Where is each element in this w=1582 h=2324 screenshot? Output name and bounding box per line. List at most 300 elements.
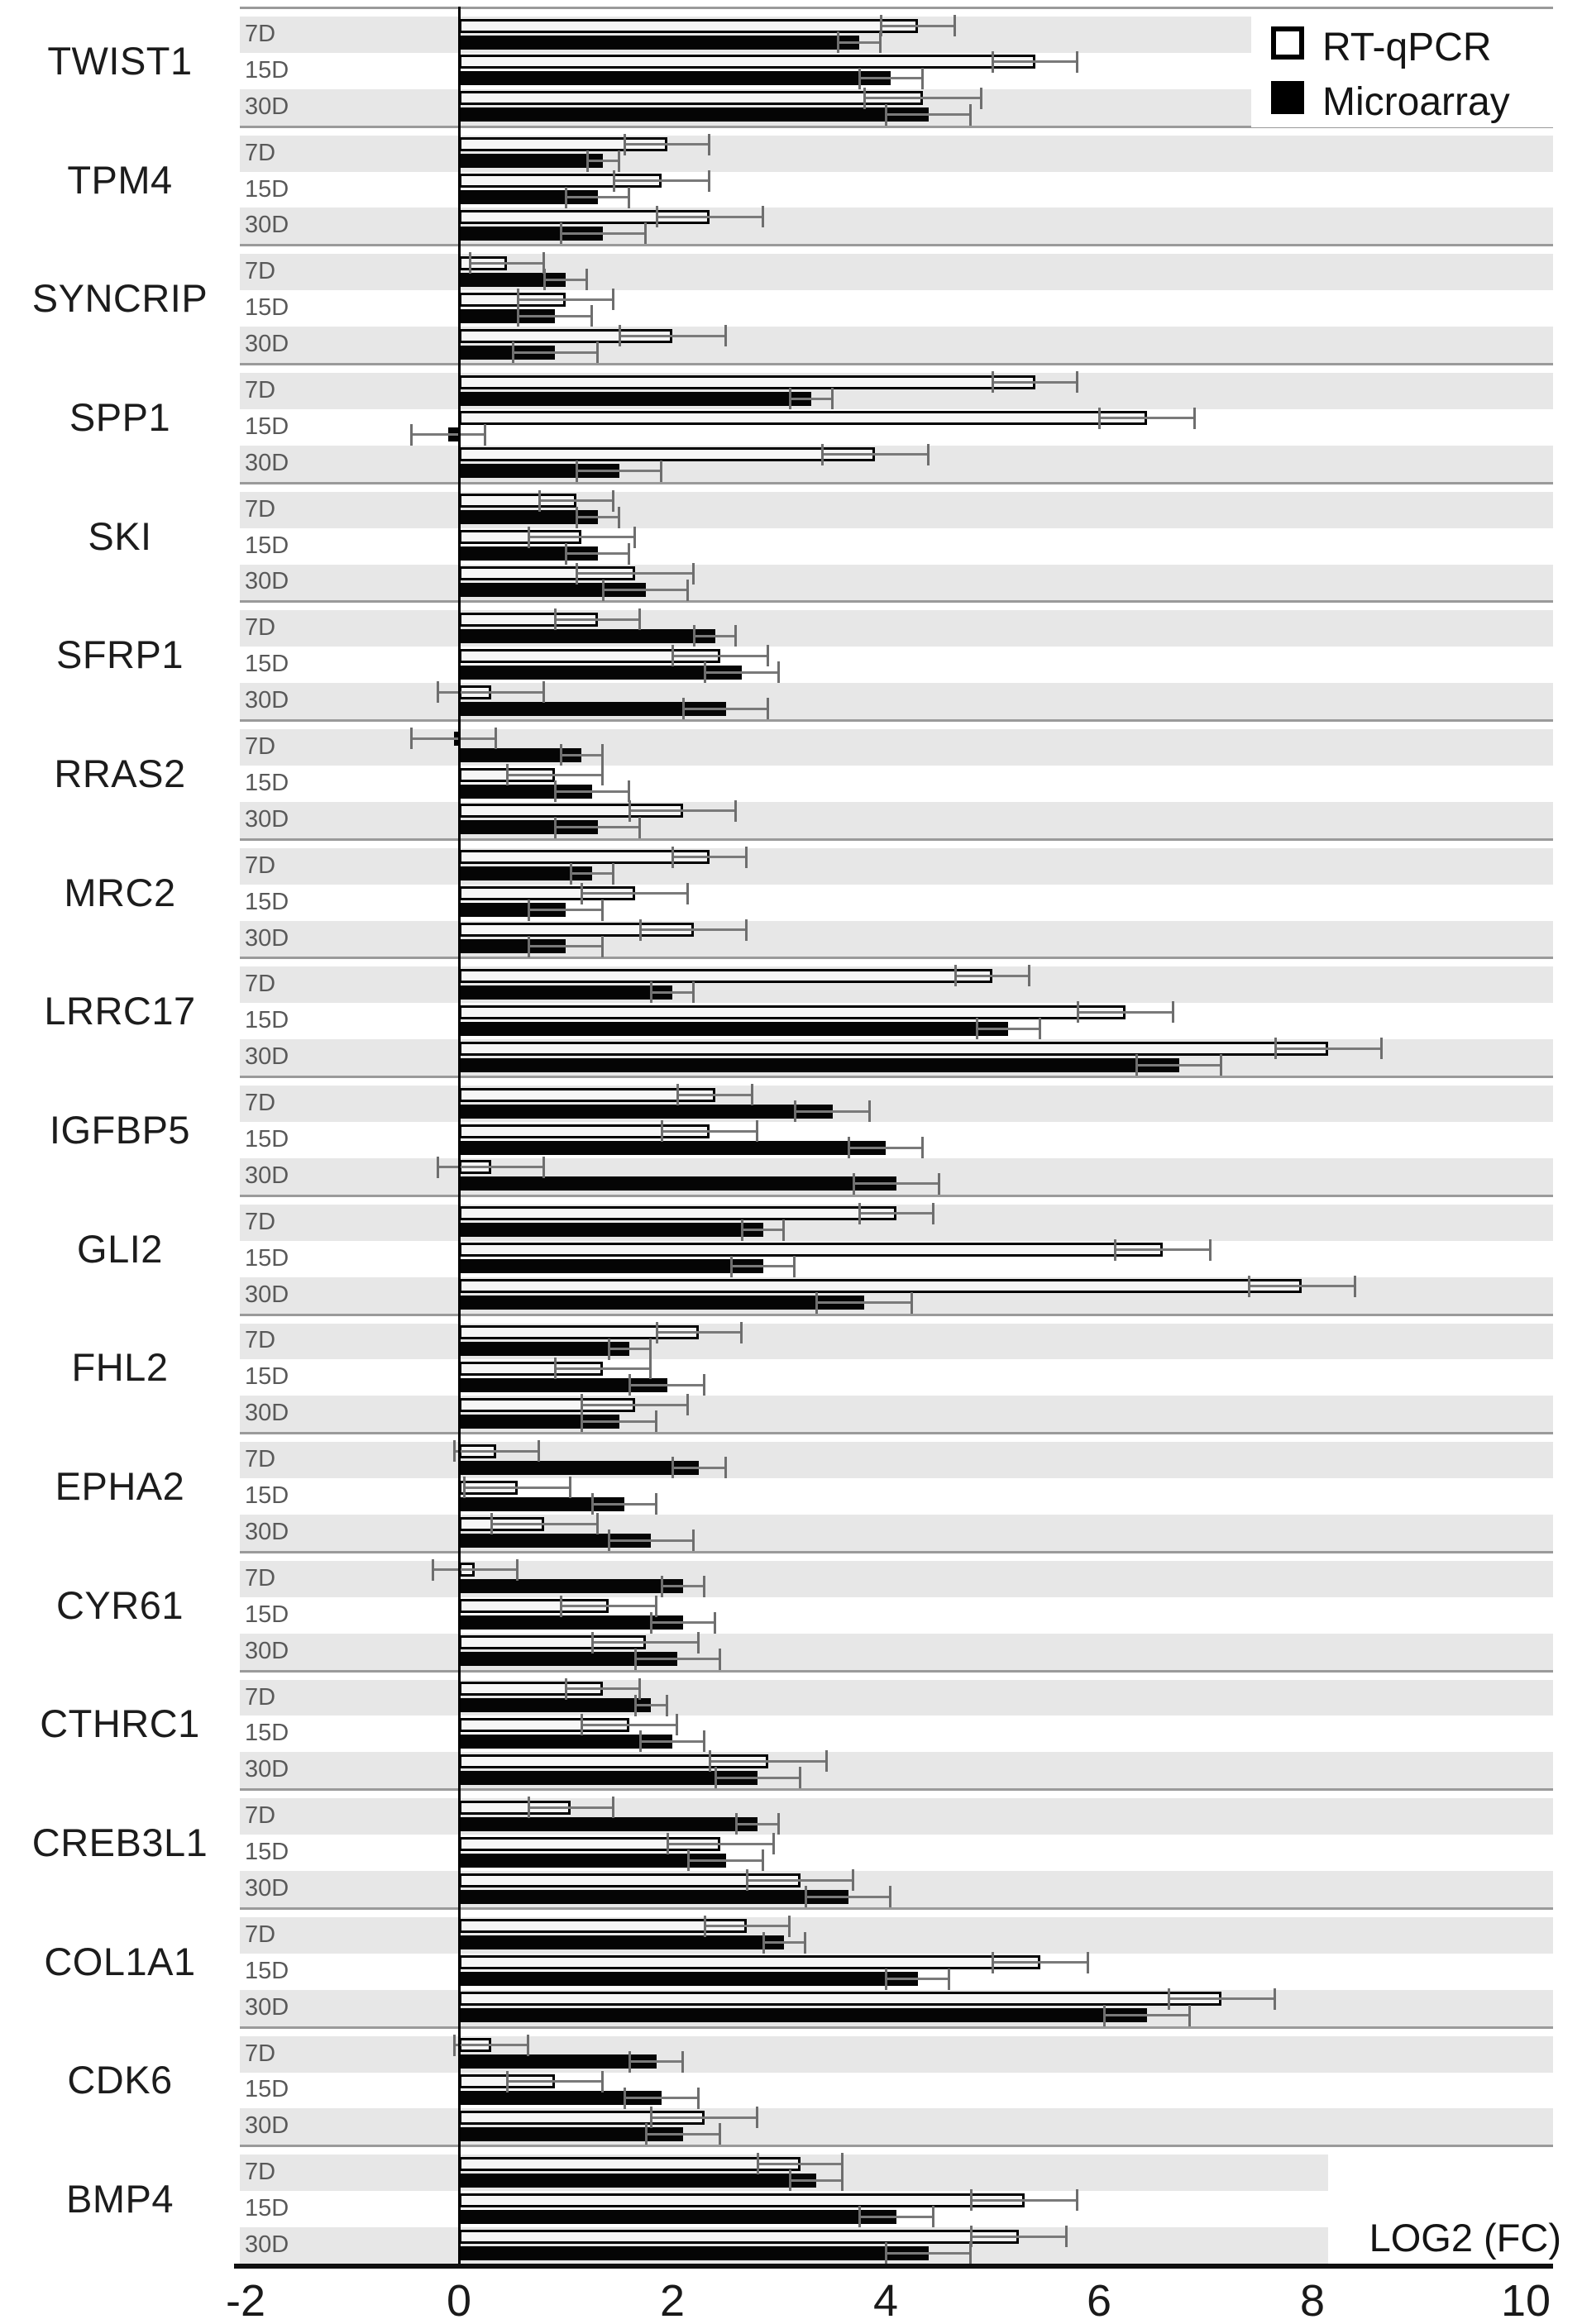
error-bar-cap bbox=[992, 371, 994, 393]
timepoint-label: 15D bbox=[245, 532, 289, 559]
timepoint-label: 7D bbox=[245, 971, 276, 998]
error-bar-cap bbox=[1087, 1952, 1089, 1973]
error-bar-cap bbox=[831, 388, 834, 409]
error-bar bbox=[587, 160, 619, 162]
x-tick-label: 8 bbox=[1299, 2276, 1326, 2324]
error-bar-cap bbox=[628, 800, 631, 822]
timepoint-label: 15D bbox=[245, 1839, 289, 1866]
x-tick-label: 10 bbox=[1500, 2276, 1551, 2324]
error-bar-cap bbox=[634, 1695, 637, 1716]
timepoint-label: 30D bbox=[245, 1756, 289, 1783]
timepoint-label: 7D bbox=[245, 1446, 276, 1473]
gene-label-epha2: EPHA2 bbox=[55, 1464, 185, 1509]
error-bar bbox=[694, 635, 737, 637]
timepoint-label: 7D bbox=[245, 20, 276, 47]
error-bar-cap bbox=[789, 388, 791, 409]
error-bar-cap bbox=[619, 325, 621, 346]
error-bar-cap bbox=[848, 1137, 850, 1158]
timepoint-label: 15D bbox=[245, 1601, 289, 1628]
error-bar bbox=[640, 1740, 704, 1743]
bar-microarray bbox=[459, 2210, 896, 2224]
error-bar bbox=[646, 2133, 720, 2136]
gene-section-divider bbox=[240, 1907, 1553, 1917]
error-bar-cap bbox=[1168, 1988, 1170, 2010]
gene-label-sfrp1: SFRP1 bbox=[56, 632, 184, 677]
error-bar-cap bbox=[612, 863, 614, 885]
rtqpcr-open-square-icon bbox=[1271, 26, 1304, 60]
error-bar-cap bbox=[528, 1797, 530, 1818]
error-bar bbox=[581, 1404, 688, 1406]
error-bar-cap bbox=[762, 1849, 764, 1871]
error-bar-cap bbox=[703, 1730, 705, 1752]
error-bar-cap bbox=[825, 1750, 828, 1772]
error-bar bbox=[822, 453, 929, 456]
timepoint-label: 30D bbox=[245, 2112, 289, 2140]
error-bar-cap bbox=[719, 2123, 721, 2145]
gene-label-fhl2: FHL2 bbox=[71, 1345, 169, 1390]
timepoint-label: 7D bbox=[245, 1802, 276, 1830]
error-bar bbox=[507, 774, 603, 776]
timepoint-label: 15D bbox=[245, 1482, 289, 1510]
timepoint-row bbox=[240, 1478, 1553, 1515]
error-bar-cap bbox=[628, 187, 630, 208]
error-bar-cap bbox=[853, 1173, 855, 1195]
x-tick-label: -2 bbox=[225, 2276, 265, 2324]
bar-microarray bbox=[459, 1058, 1179, 1072]
timepoint-row bbox=[240, 1871, 1553, 1907]
error-bar-cap bbox=[948, 1968, 950, 1990]
error-bar-cap bbox=[885, 2242, 887, 2264]
error-bar-cap bbox=[1103, 2005, 1106, 2026]
error-bar-cap bbox=[624, 134, 626, 155]
error-bar-cap bbox=[569, 1477, 571, 1498]
error-bar-cap bbox=[612, 289, 614, 310]
error-bar-cap bbox=[506, 764, 509, 785]
bar-microarray bbox=[459, 1972, 918, 1986]
error-bar bbox=[683, 708, 768, 710]
bar-microarray bbox=[459, 1296, 864, 1310]
timepoint-label: 30D bbox=[245, 1637, 289, 1664]
error-bar-cap bbox=[527, 2035, 529, 2056]
error-bar-cap bbox=[612, 490, 614, 512]
bar-rtqpcr bbox=[459, 55, 1035, 69]
error-bar-cap bbox=[543, 269, 546, 290]
timepoint-label: 30D bbox=[245, 1043, 289, 1071]
error-bar bbox=[544, 279, 587, 281]
legend-label-rtqpcr: RT-qPCR bbox=[1322, 26, 1492, 69]
error-bar bbox=[561, 232, 646, 235]
bar-rtqpcr bbox=[459, 1279, 1302, 1293]
error-bar-cap bbox=[667, 1833, 669, 1854]
timepoint-label: 15D bbox=[245, 294, 289, 322]
error-bar-cap bbox=[586, 150, 589, 172]
bar-microarray bbox=[459, 1817, 758, 1831]
error-bar-cap bbox=[714, 1612, 716, 1634]
error-bar-cap bbox=[788, 1916, 791, 1937]
error-bar bbox=[859, 1212, 934, 1214]
error-bar-cap bbox=[676, 1084, 679, 1105]
error-bar-cap bbox=[970, 2189, 973, 2211]
gene-label-twist1: TWIST1 bbox=[47, 38, 193, 83]
timepoint-row bbox=[240, 2036, 1553, 2073]
bar-rtqpcr bbox=[459, 969, 992, 983]
error-bar-cap bbox=[927, 444, 930, 465]
bar-microarray bbox=[459, 1342, 629, 1356]
error-bar-cap bbox=[495, 728, 497, 749]
error-bar-cap bbox=[697, 1632, 700, 1654]
timepoint-row bbox=[240, 2108, 1553, 2145]
timepoint-label: 7D bbox=[245, 1921, 276, 1948]
error-bar-cap bbox=[590, 305, 593, 327]
error-bar-cap bbox=[1188, 2005, 1191, 2026]
error-bar bbox=[1136, 1064, 1221, 1067]
error-bar bbox=[971, 2236, 1067, 2238]
error-bar-cap bbox=[634, 1649, 637, 1670]
bar-microarray bbox=[459, 2008, 1147, 2022]
timepoint-label: 15D bbox=[245, 1363, 289, 1391]
gene-label-tpm4: TPM4 bbox=[67, 157, 173, 202]
error-bar bbox=[640, 928, 747, 931]
error-bar-cap bbox=[686, 1394, 689, 1415]
error-bar-cap bbox=[633, 527, 636, 548]
bar-microarray bbox=[459, 1176, 896, 1191]
timepoint-label: 15D bbox=[245, 1007, 289, 1034]
x-tick-label: 2 bbox=[659, 2276, 686, 2324]
timepoint-label: 15D bbox=[245, 1957, 289, 1984]
error-bar-cap bbox=[879, 31, 882, 53]
error-bar bbox=[571, 872, 614, 875]
error-bar-cap bbox=[591, 1493, 594, 1515]
gene-section-divider bbox=[240, 1432, 1553, 1442]
bar-microarray bbox=[459, 1698, 651, 1712]
error-bar-cap bbox=[1076, 371, 1078, 393]
error-bar bbox=[1275, 1047, 1382, 1050]
bar-microarray bbox=[459, 2246, 929, 2260]
error-bar bbox=[848, 1147, 923, 1149]
timepoint-label: 15D bbox=[245, 1720, 289, 1747]
timepoint-row bbox=[240, 729, 1553, 766]
gene-label-mrc2: MRC2 bbox=[64, 870, 176, 914]
error-bar bbox=[566, 1687, 640, 1690]
error-bar-cap bbox=[1274, 1988, 1276, 2010]
timepoint-row bbox=[240, 1359, 1553, 1396]
gene-label-cthrc1: CTHRC1 bbox=[40, 1701, 200, 1746]
bar-microarray bbox=[459, 71, 891, 85]
error-bar bbox=[528, 1806, 614, 1809]
error-bar-cap bbox=[789, 2169, 791, 2191]
error-bar bbox=[507, 2080, 603, 2083]
error-bar-cap bbox=[469, 252, 471, 274]
error-bar bbox=[555, 826, 640, 828]
timepoint-label: 7D bbox=[245, 2159, 276, 2186]
error-bar bbox=[411, 737, 496, 740]
error-bar bbox=[715, 1777, 801, 1779]
error-bar bbox=[566, 196, 629, 198]
error-bar-cap bbox=[745, 847, 748, 868]
timepoint-label: 7D bbox=[245, 1683, 276, 1711]
error-bar-cap bbox=[601, 744, 604, 766]
error-bar-cap bbox=[777, 661, 780, 683]
error-bar-cap bbox=[772, 1833, 775, 1854]
error-bar bbox=[576, 470, 662, 472]
error-bar bbox=[576, 516, 619, 518]
error-bar bbox=[603, 589, 688, 591]
error-bar bbox=[561, 1605, 657, 1607]
gene-section-divider bbox=[240, 482, 1553, 492]
error-bar-cap bbox=[692, 981, 695, 1003]
bar-microarray bbox=[459, 985, 672, 1000]
error-bar-cap bbox=[506, 2071, 509, 2093]
error-bar-cap bbox=[676, 1714, 678, 1735]
error-bar bbox=[629, 1384, 704, 1386]
timepoint-label: 15D bbox=[245, 888, 289, 915]
timepoint-label: 15D bbox=[245, 651, 289, 678]
error-bar-cap bbox=[432, 1559, 434, 1581]
bar-rtqpcr bbox=[459, 2157, 801, 2171]
error-bar bbox=[555, 790, 629, 793]
error-bar-cap bbox=[585, 269, 588, 290]
error-bar bbox=[433, 1568, 518, 1571]
timepoint-label: 15D bbox=[245, 769, 289, 796]
error-bar-cap bbox=[692, 1529, 695, 1551]
gene-label-ski: SKI bbox=[88, 513, 152, 558]
timepoint-label: 7D bbox=[245, 1327, 276, 1354]
bar-rtqpcr bbox=[459, 375, 1035, 389]
timepoint-label: 7D bbox=[245, 258, 276, 285]
error-bar-cap bbox=[581, 883, 583, 904]
bar-microarray bbox=[459, 1461, 699, 1475]
timepoint-row bbox=[240, 610, 1553, 647]
error-bar bbox=[731, 1265, 795, 1267]
error-bar-cap bbox=[805, 1886, 807, 1907]
error-bar-cap bbox=[1077, 1001, 1079, 1023]
timepoint-row bbox=[240, 208, 1553, 244]
error-bar-cap bbox=[554, 608, 557, 630]
zero-axis-line bbox=[458, 7, 461, 2264]
timepoint-label: 7D bbox=[245, 1208, 276, 1235]
error-bar-cap bbox=[1098, 408, 1101, 429]
bar-rtqpcr bbox=[459, 1243, 1163, 1257]
bar-rtqpcr bbox=[459, 1206, 896, 1220]
timepoint-row bbox=[240, 1917, 1553, 1954]
error-bar bbox=[971, 2199, 1078, 2202]
bar-microarray bbox=[459, 666, 742, 680]
bar-rtqpcr bbox=[459, 411, 1147, 425]
error-bar-cap bbox=[656, 1322, 658, 1343]
error-bar-cap bbox=[932, 2206, 934, 2227]
gene-label-spp1: SPP1 bbox=[69, 394, 171, 439]
bar-microarray bbox=[459, 2054, 657, 2069]
error-bar-cap bbox=[624, 2088, 626, 2109]
error-bar bbox=[609, 1348, 652, 1350]
bar-microarray bbox=[459, 1105, 833, 1119]
error-bar-cap bbox=[437, 1157, 439, 1178]
error-bar-cap bbox=[1065, 2226, 1068, 2247]
error-bar bbox=[437, 1166, 544, 1168]
error-bar-cap bbox=[841, 2169, 844, 2191]
x-tick-label: 6 bbox=[1086, 2276, 1112, 2324]
bar-microarray bbox=[459, 1579, 683, 1593]
timepoint-label: 7D bbox=[245, 614, 276, 642]
error-bar-cap bbox=[741, 1219, 743, 1241]
timepoint-row bbox=[240, 802, 1553, 838]
error-bar bbox=[651, 2116, 758, 2119]
error-bar bbox=[651, 991, 694, 994]
error-bar-cap bbox=[954, 965, 957, 986]
timepoint-row bbox=[240, 921, 1553, 957]
error-bar-cap bbox=[756, 2107, 758, 2128]
error-bar bbox=[624, 2097, 699, 2099]
error-bar-cap bbox=[858, 68, 861, 89]
gene-label-cyr61: CYR61 bbox=[55, 1582, 184, 1627]
timepoint-label: 15D bbox=[245, 2076, 289, 2103]
error-bar-cap bbox=[730, 1256, 733, 1277]
error-bar-cap bbox=[1039, 1018, 1041, 1039]
error-bar-cap bbox=[666, 1695, 668, 1716]
error-bar bbox=[747, 1879, 853, 1882]
error-bar-cap bbox=[976, 1018, 978, 1039]
error-bar bbox=[859, 2216, 934, 2218]
error-bar-cap bbox=[724, 325, 727, 346]
bar-rtqpcr bbox=[459, 19, 918, 33]
error-bar-cap bbox=[453, 2035, 456, 2056]
gene-label-igfbp5: IGFBP5 bbox=[49, 1108, 191, 1152]
error-bar-cap bbox=[852, 1869, 854, 1891]
error-bar bbox=[566, 552, 629, 555]
bar-microarray bbox=[459, 629, 715, 643]
timepoint-row bbox=[240, 1515, 1553, 1551]
error-bar-cap bbox=[815, 1292, 818, 1314]
error-bar bbox=[629, 809, 736, 812]
error-bar-cap bbox=[672, 1457, 674, 1478]
error-bar bbox=[1078, 1011, 1173, 1014]
timepoint-label: 30D bbox=[245, 93, 289, 120]
error-bar-cap bbox=[638, 1678, 641, 1700]
error-bar-cap bbox=[735, 1813, 738, 1835]
error-bar-cap bbox=[591, 1632, 594, 1654]
error-bar-cap bbox=[645, 2123, 648, 2145]
error-bar-cap bbox=[655, 1493, 657, 1515]
error-bar-cap bbox=[638, 817, 641, 838]
error-bar-cap bbox=[560, 1596, 562, 1617]
error-bar-cap bbox=[639, 919, 642, 941]
x-axis-label: LOG2 (FC) bbox=[1369, 2216, 1561, 2260]
bar-rtqpcr bbox=[459, 1042, 1328, 1056]
timepoint-label: 7D bbox=[245, 852, 276, 879]
error-bar-cap bbox=[682, 698, 685, 719]
bar-rtqpcr bbox=[459, 1955, 1040, 1969]
error-bar bbox=[790, 2179, 844, 2182]
error-bar-cap bbox=[613, 170, 615, 192]
error-bar-cap bbox=[1114, 1239, 1116, 1261]
gene-section-divider bbox=[240, 1551, 1553, 1561]
error-bar bbox=[635, 1658, 720, 1660]
error-bar bbox=[513, 351, 598, 354]
bar-rtqpcr bbox=[459, 1992, 1221, 2006]
error-bar-cap bbox=[644, 222, 647, 244]
error-bar-cap bbox=[528, 527, 530, 548]
gene-label-bmp4: BMP4 bbox=[66, 2177, 174, 2221]
gene-section-divider bbox=[240, 838, 1553, 848]
error-bar-cap bbox=[969, 104, 972, 126]
error-bar-cap bbox=[618, 507, 620, 528]
error-bar-cap bbox=[980, 88, 982, 109]
error-bar-cap bbox=[528, 900, 530, 921]
error-bar-cap bbox=[1209, 1239, 1212, 1261]
error-bar-cap bbox=[628, 2051, 631, 2073]
error-bar-cap bbox=[628, 543, 630, 565]
error-bar bbox=[886, 2252, 971, 2255]
error-bar bbox=[555, 618, 640, 621]
bar-microarray bbox=[459, 154, 603, 168]
error-bar-cap bbox=[1220, 1054, 1222, 1076]
error-bar bbox=[672, 655, 768, 657]
error-bar-cap bbox=[1028, 965, 1030, 986]
error-bar-cap bbox=[596, 1513, 599, 1534]
error-bar bbox=[992, 1961, 1088, 1964]
error-bar-cap bbox=[576, 507, 578, 528]
error-bar-cap bbox=[581, 1410, 583, 1432]
error-bar bbox=[528, 536, 635, 538]
error-bar bbox=[742, 1229, 785, 1231]
error-bar-cap bbox=[746, 1869, 748, 1891]
error-bar-cap bbox=[821, 444, 824, 465]
error-bar-cap bbox=[767, 698, 769, 719]
error-bar-cap bbox=[528, 936, 530, 957]
gene-section-divider bbox=[240, 1076, 1553, 1086]
error-bar-cap bbox=[1193, 408, 1196, 429]
error-bar-cap bbox=[655, 1596, 657, 1617]
error-bar-cap bbox=[889, 1886, 891, 1907]
error-bar-cap bbox=[649, 1339, 652, 1360]
error-bar-cap bbox=[538, 1440, 540, 1462]
timepoint-label: 7D bbox=[245, 139, 276, 166]
timepoint-row bbox=[240, 446, 1553, 482]
error-bar-cap bbox=[686, 883, 689, 904]
error-bar-cap bbox=[649, 1358, 652, 1379]
timepoint-row bbox=[240, 290, 1553, 327]
error-bar-cap bbox=[719, 1649, 721, 1670]
error-bar bbox=[886, 1978, 949, 1980]
error-bar-cap bbox=[751, 1084, 753, 1105]
error-bar-cap bbox=[650, 981, 652, 1003]
error-bar bbox=[992, 60, 1078, 63]
error-bar-cap bbox=[453, 1440, 456, 1462]
error-bar-cap bbox=[703, 1374, 705, 1396]
bar-microarray bbox=[459, 392, 811, 406]
timepoint-label: 7D bbox=[245, 376, 276, 403]
error-bar-cap bbox=[704, 1916, 706, 1937]
error-bar bbox=[677, 1094, 752, 1096]
error-bar bbox=[657, 216, 763, 218]
bar-microarray bbox=[459, 1890, 848, 1904]
timepoint-row bbox=[240, 1798, 1553, 1835]
timepoint-row bbox=[240, 848, 1553, 885]
error-bar-cap bbox=[565, 543, 567, 565]
error-bar-cap bbox=[596, 341, 599, 363]
error-bar-cap bbox=[560, 744, 562, 766]
error-bar-cap bbox=[687, 1849, 690, 1871]
timepoint-row bbox=[240, 172, 1553, 208]
timepoint-label: 15D bbox=[245, 1244, 289, 1272]
error-bar bbox=[624, 143, 710, 146]
timepoint-row bbox=[240, 1442, 1553, 1478]
timepoint-label: 30D bbox=[245, 1400, 289, 1427]
timepoint-row bbox=[240, 647, 1553, 683]
error-bar bbox=[710, 1760, 827, 1763]
error-bar-cap bbox=[602, 580, 605, 601]
error-bar bbox=[614, 179, 710, 182]
